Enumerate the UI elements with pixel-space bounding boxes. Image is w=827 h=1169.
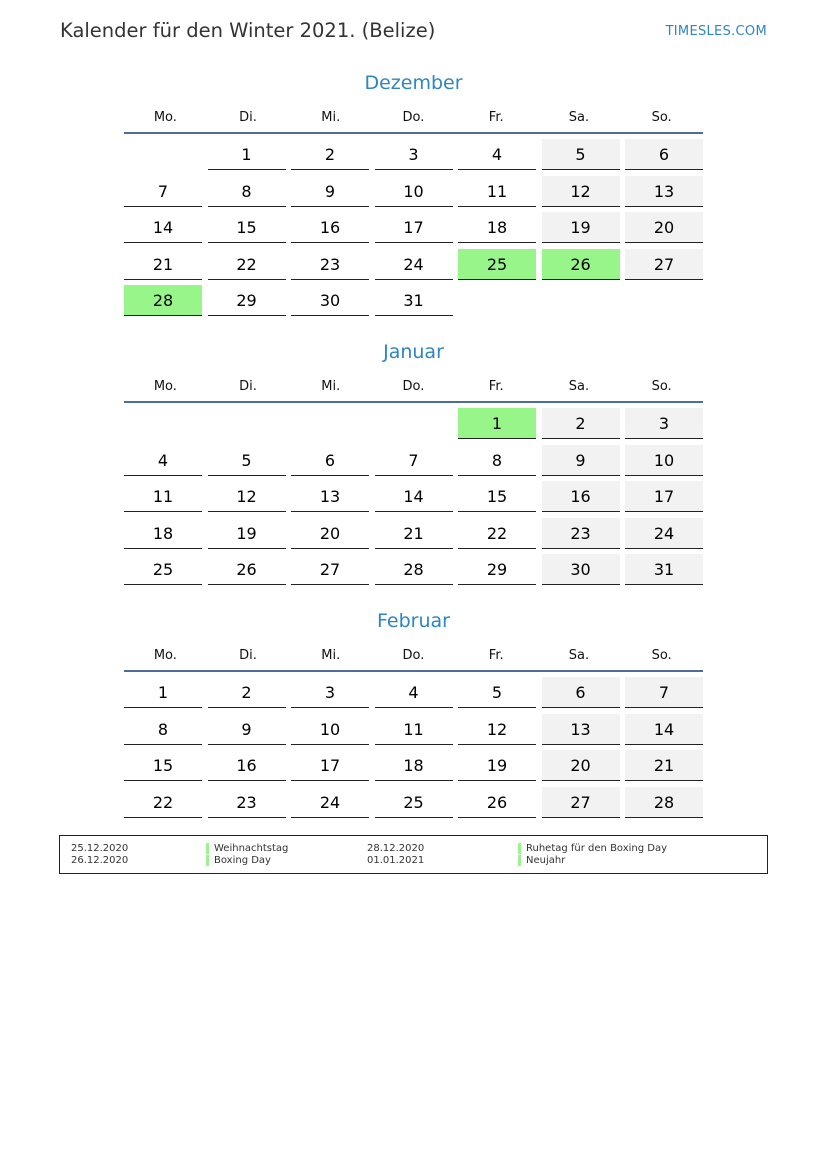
day-cell: 2 [208,677,286,708]
day-cell: 6 [291,445,369,476]
weekday-label: Sa. [568,648,590,663]
day-cell: 19 [542,212,620,243]
page-title: Kalender für den Winter 2021. (Belize) [60,19,436,42]
weekday-label: Mi. [321,379,341,394]
day-cell: 20 [625,212,703,243]
month-title: Januar [383,341,444,363]
month-title: Dezember [364,72,463,94]
legend-marker [206,855,209,866]
day-cell: 22 [124,787,202,818]
weekday-header [124,377,703,403]
empty-cell [124,408,202,439]
day-cell: 3 [375,139,453,170]
weekday-label: Mo. [153,648,177,663]
day-cell: 9 [208,714,286,745]
weekday-label: Do. [402,379,425,394]
day-cell: 6 [542,677,620,708]
day-cell: 1 [208,139,286,170]
day-cell: 5 [458,677,536,708]
day-cell: 26 [208,554,286,585]
weekday-label: Mi. [321,110,341,125]
legend-marker [518,843,521,854]
legend-holiday-name: Boxing Day [214,855,271,866]
day-cell: 10 [625,445,703,476]
day-cell: 21 [124,249,202,280]
day-cell: 9 [542,445,620,476]
day-cell: 29 [208,285,286,316]
weekday-label: Fr. [488,379,504,394]
legend-holiday-name: Neujahr [526,855,566,866]
day-cell: 12 [542,176,620,207]
month-februar [124,606,703,818]
day-cell: 11 [458,176,536,207]
weekday-label: Mi. [321,648,341,663]
day-cell: 15 [124,750,202,781]
weekday-label: Do. [402,648,425,663]
day-cell: 22 [458,518,536,549]
day-cell: 29 [458,554,536,585]
day-cell: 14 [625,714,703,745]
weekday-label: Fr. [488,648,504,663]
empty-cell [208,408,286,439]
legend-date: 25.12.2020 [71,843,129,854]
day-cell: 16 [542,481,620,512]
day-cell: 28 [375,554,453,585]
weekday-label: Sa. [568,379,590,394]
day-cell: 13 [542,714,620,745]
day-cell: 12 [208,481,286,512]
day-cell: 23 [291,249,369,280]
day-cell: 25 [124,554,202,585]
day-grid [124,677,703,818]
day-cell: 20 [291,518,369,549]
weekday-header [124,108,703,134]
legend-holiday-name: Weihnachtstag [214,843,289,854]
day-cell: 26 [458,787,536,818]
month-title: Februar [377,610,450,632]
day-cell: 14 [124,212,202,243]
day-cell: 7 [375,445,453,476]
day-cell: 23 [542,518,620,549]
weekday-label: Do. [402,110,425,125]
day-cell: 1 [124,677,202,708]
day-cell: 15 [458,481,536,512]
empty-cell [124,139,202,170]
day-cell: 16 [208,750,286,781]
day-cell: 18 [124,518,202,549]
month-dezember [124,68,703,316]
day-cell: 17 [625,481,703,512]
day-cell: 24 [291,787,369,818]
day-cell: 2 [291,139,369,170]
day-cell: 18 [458,212,536,243]
day-cell: 7 [124,176,202,207]
weekday-label: Sa. [568,110,590,125]
day-cell: 21 [375,518,453,549]
day-cell: 3 [625,408,703,439]
day-cell: 11 [124,481,202,512]
day-cell: 11 [375,714,453,745]
weekday-label: Di. [239,110,257,125]
day-cell: 4 [458,139,536,170]
day-cell: 5 [208,445,286,476]
day-cell: 23 [208,787,286,818]
day-cell: 28 [625,787,703,818]
day-grid [124,139,703,316]
day-cell: 10 [375,176,453,207]
day-cell: 10 [291,714,369,745]
day-cell: 5 [542,139,620,170]
day-cell: 19 [208,518,286,549]
day-cell: 25 [375,787,453,818]
day-cell: 26 [542,249,620,280]
brand-link[interactable]: TIMESLES.COM [665,24,767,39]
day-cell: 8 [124,714,202,745]
day-cell: 22 [208,249,286,280]
day-cell: 24 [625,518,703,549]
legend-marker [206,843,209,854]
day-cell: 1 [458,408,536,439]
day-cell: 19 [458,750,536,781]
day-cell: 28 [124,285,202,316]
day-cell: 17 [291,750,369,781]
day-cell: 13 [291,481,369,512]
day-cell: 16 [291,212,369,243]
weekday-label: Mo. [153,110,177,125]
weekday-label: Fr. [488,110,504,125]
legend-date: 26.12.2020 [71,855,129,866]
legend-date: 28.12.2020 [367,843,425,854]
day-cell: 8 [458,445,536,476]
day-cell: 9 [291,176,369,207]
weekday-label: Di. [239,379,257,394]
day-cell: 21 [625,750,703,781]
holiday-legend [59,835,768,874]
day-cell: 12 [458,714,536,745]
day-cell: 20 [542,750,620,781]
day-cell: 3 [291,677,369,708]
day-cell: 31 [375,285,453,316]
day-cell: 31 [625,554,703,585]
day-cell: 13 [625,176,703,207]
day-cell: 30 [291,285,369,316]
day-cell: 15 [208,212,286,243]
day-cell: 17 [375,212,453,243]
day-cell: 27 [625,249,703,280]
legend-holiday-name: Ruhetag für den Boxing Day [526,843,668,854]
day-cell: 4 [375,677,453,708]
weekday-label: Mo. [153,379,177,394]
day-cell: 27 [291,554,369,585]
day-cell: 30 [542,554,620,585]
day-cell: 18 [375,750,453,781]
day-cell: 14 [375,481,453,512]
day-cell: 7 [625,677,703,708]
day-grid [124,408,703,585]
day-cell: 8 [208,176,286,207]
day-cell: 4 [124,445,202,476]
day-cell: 6 [625,139,703,170]
weekday-header [124,646,703,672]
legend-marker [518,855,521,866]
day-cell: 27 [542,787,620,818]
weekday-label: So. [651,379,672,394]
weekday-label: So. [651,648,672,663]
empty-cell [291,408,369,439]
day-cell: 24 [375,249,453,280]
legend-date: 01.01.2021 [367,855,425,866]
weekday-label: So. [651,110,672,125]
month-januar [124,337,703,585]
empty-cell [375,408,453,439]
day-cell: 25 [458,249,536,280]
day-cell: 2 [542,408,620,439]
weekday-label: Di. [239,648,257,663]
